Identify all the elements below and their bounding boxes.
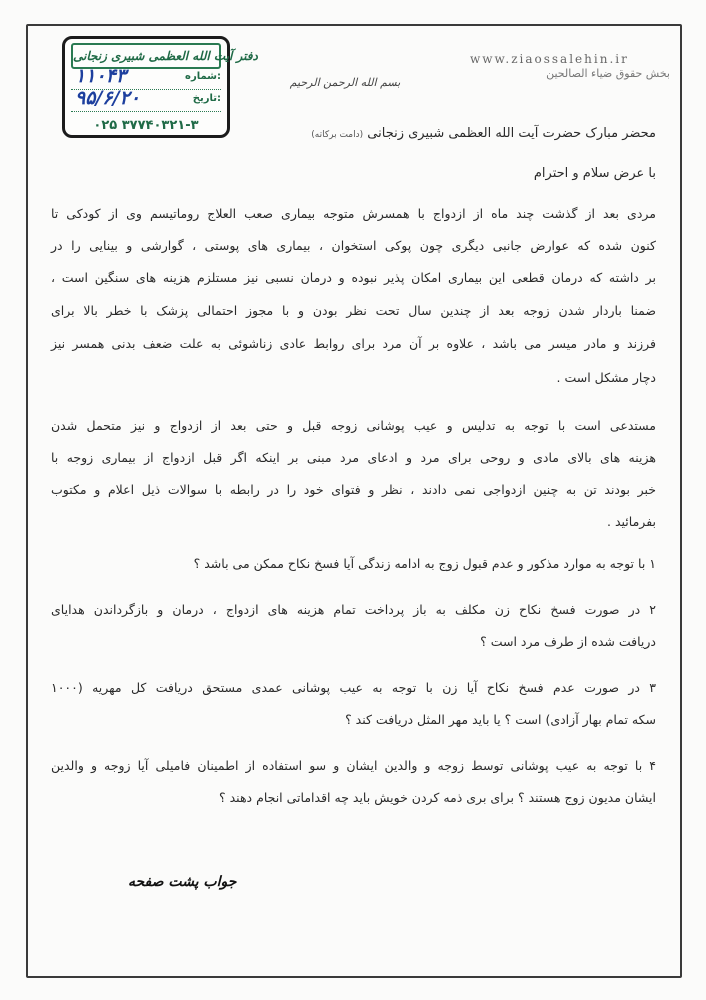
question-4-line: ۴ با توجه به عیب پوشانی توسط زوجه و والدین ایشان و سو استفاده از اطمینان فامیلی آیا زوجه و والدین: [51, 758, 656, 773]
stamp-title: دفتر آیت الله العظمی شبیری زنجانی: [71, 43, 221, 69]
stamp-date-row: [71, 87, 221, 112]
stamp-number-value: ۱۱۰۴۳: [75, 65, 127, 87]
paragraph1-line: ضمنا باردار شدن زوجه بعد از چندین سال تحت نظر بودن و با مجوز احتمالی پزشک با خطر بالا برای: [51, 303, 656, 318]
question-2-line: ۲ در صورت فسخ نکاح زن مکلف به باز پرداخت تمام هزینه های ازدواج ، درمان و بازگرداندن هدایای: [51, 602, 656, 617]
salutation-suffix: (دامت برکاته): [311, 130, 364, 140]
question-1: ۱ با توجه به موارد مذکور و عدم قبول زوج به ادامه زندگی آیا فسخ نکاح ممکن می باشد ؟: [193, 556, 656, 571]
paragraph1-line: کنون شده که عوارض جانبی دیگری چون پوکی استخوان ، بیماری های پوستی ، گوارشی و بینایی را در: [51, 238, 656, 253]
website-subtitle: بخش حقوق ضیاء الصالحین: [546, 67, 670, 80]
basmala-heading: بسم الله الرحمن الرحیم: [289, 76, 401, 89]
paragraph2-line: هزینه های بالای مادی و روحی برای مرد و ادعای مرد مبنی بر اینکه اگر قبل ازدواج از بیماری زوجه با: [51, 450, 656, 465]
website-url: www.ziaossalehin.ir: [470, 52, 629, 66]
stamp-number-label: شماره:: [185, 71, 221, 82]
question-3-line: سکه تمام بهار آزادی) است ؟ یا باید مهر المثل دریافت کند ؟: [345, 712, 656, 727]
paragraph1-line: بر داشته که درمان قطعی این بیماری امکان پذیر نبوده و درمان نسبی نیز مستلزم هزینه های سنگین است ،: [51, 270, 656, 285]
question-2-line: دریافت شده از طرف مرد است ؟: [480, 634, 656, 649]
paragraph1-line: دچار مشکل است .: [556, 370, 656, 385]
paragraph2-line: بفرمائید .: [607, 514, 656, 529]
stamp-phone: ۰۲۵ ۳۷۷۴۰۳۲۱-۳: [93, 118, 199, 133]
paragraph1-line: فرزند و مادر میسر می باشد ، علاوه بر آن مرد برای روابط عادی زناشوئی به علت ضعف بدنی همسر نیز: [51, 336, 656, 351]
salutation-text: محضر مبارک حضرت آیت الله العظمی شبیری زنجانی: [367, 126, 656, 141]
stamp-date-label: تاریخ:: [192, 93, 221, 104]
paragraph1-line: مردی بعد از گذشت چند ماه از ازدواج با همسرش متوجه بیماری صعب العلاج روماتیسم وی از کودکی تا: [51, 206, 656, 221]
stamp-date-value: ۹۵/۶/۲۰: [75, 87, 140, 109]
question-4-line: ایشان مدیون زوج هستند ؟ برای بری ذمه کردن خویش باید چه اقداماتی انجام دهند ؟: [219, 790, 656, 805]
question-3-line: ۳ در صورت عدم فسخ نکاح آیا زن با توجه به عیب پوشانی عمدی مستحق دریافت کل مهریه (۱۰۰۰: [51, 680, 656, 695]
paragraph2-line: مستدعی است با توجه به تدلیس و عیب پوشانی زوجه قبل و حتی بعد از ازدواج و نیز متحمل شدن: [51, 418, 656, 433]
salutation: [311, 126, 656, 141]
handwritten-note: جواب پشت صفحه: [128, 874, 237, 890]
greeting: با عرض سلام و احترام: [533, 166, 656, 181]
paragraph2-line: خبر بودند تن به چنین ازدواجی نمی دادند ، نظر و فتوای خود را در رابطه با سوالات ذیل اعلام و مکتوب: [51, 482, 656, 497]
office-stamp: [62, 36, 258, 138]
